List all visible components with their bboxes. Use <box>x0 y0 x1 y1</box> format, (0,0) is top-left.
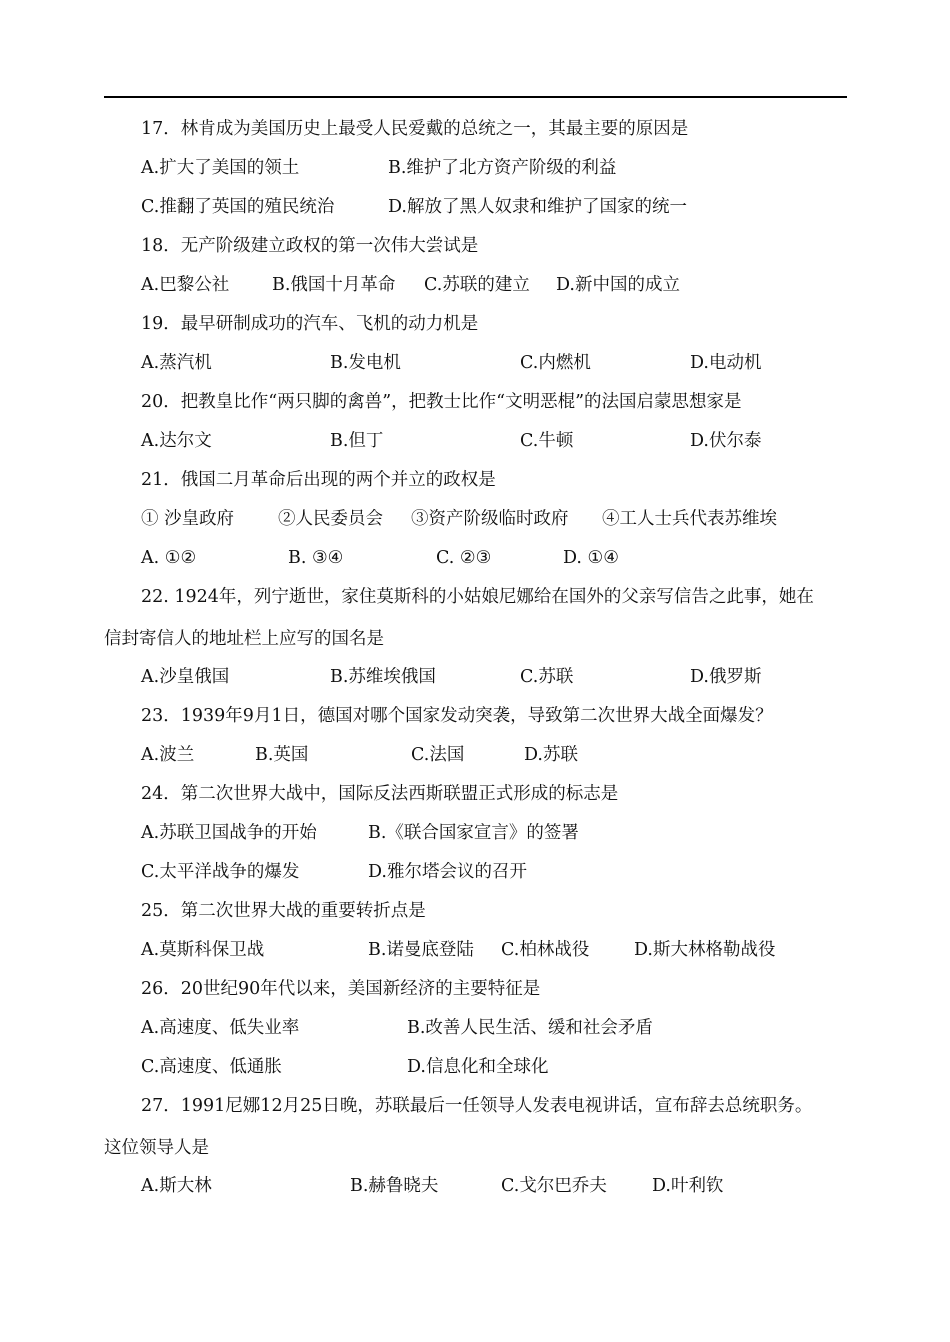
q19-option-a[interactable]: A.蒸汽机 <box>141 353 212 373</box>
q22-stem-line2: 信封寄信人的地址栏上应写的国名是 <box>104 629 384 649</box>
q20-option-d[interactable]: D.伏尔泰 <box>690 431 762 451</box>
header-rule <box>104 96 847 98</box>
q20-stem: 20．把教皇比作“两只脚的禽兽”，把教士比作“文明恶棍”的法国启蒙思想家是 <box>141 392 742 412</box>
q21-item-3: ③资产阶级临时政府 <box>411 509 569 529</box>
q21-item-1: ① 沙皇政府 <box>141 509 235 529</box>
q22-option-b[interactable]: B.苏维埃俄国 <box>330 667 436 687</box>
q19-stem: 19．最早研制成功的汽车、飞机的动力机是 <box>141 314 479 334</box>
q21-option-a[interactable]: A. ①② <box>141 548 197 568</box>
q19-option-d[interactable]: D.电动机 <box>690 353 762 373</box>
q24-option-b[interactable]: B.《联合国家宣言》的签署 <box>368 823 579 843</box>
q21-item-4: ④工人士兵代表苏维埃 <box>602 509 777 529</box>
q17-stem: 17．林肯成为美国历史上最受人民爱戴的总统之一，其最主要的原因是 <box>141 119 689 139</box>
q17-option-b[interactable]: B.维护了北方资产阶级的利益 <box>388 158 617 178</box>
q25-option-d[interactable]: D.斯大林格勒战役 <box>634 940 776 960</box>
q26-option-b[interactable]: B.改善人民生活、缓和社会矛盾 <box>407 1018 653 1038</box>
q18-option-d[interactable]: D.新中国的成立 <box>556 275 680 295</box>
q17-option-c[interactable]: C.推翻了英国的殖民统治 <box>141 197 335 217</box>
q22-option-c[interactable]: C.苏联 <box>520 667 574 687</box>
q27-option-b[interactable]: B.赫鲁晓夫 <box>350 1176 439 1196</box>
q22-option-d[interactable]: D.俄罗斯 <box>690 667 762 687</box>
q24-option-d[interactable]: D.雅尔塔会议的召开 <box>368 862 527 882</box>
q23-option-d[interactable]: D.苏联 <box>524 745 578 765</box>
q17-option-d[interactable]: D.解放了黑人奴隶和维护了国家的统一 <box>388 197 687 217</box>
q18-option-c[interactable]: C.苏联的建立 <box>424 275 530 295</box>
q21-stem: 21．俄国二月革命后出现的两个并立的政权是 <box>141 470 496 490</box>
q21-option-d[interactable]: D. ①④ <box>563 548 619 568</box>
q24-stem: 24．第二次世界大战中，国际反法西斯联盟正式形成的标志是 <box>141 784 619 804</box>
q18-option-a[interactable]: A.巴黎公社 <box>141 275 230 295</box>
q24-option-c[interactable]: C.太平洋战争的爆发 <box>141 862 300 882</box>
q22-option-a[interactable]: A.沙皇俄国 <box>141 667 230 687</box>
q23-option-c[interactable]: C.法国 <box>411 745 465 765</box>
q19-option-b[interactable]: B.发电机 <box>330 353 401 373</box>
q24-option-a[interactable]: A.苏联卫国战争的开始 <box>141 823 317 843</box>
q27-stem-line1: 27．1991尼娜12月25日晚，苏联最后一任领导人发表电视讲话，宣布辞去总统职务。 <box>141 1096 813 1116</box>
q21-option-b[interactable]: B. ③④ <box>288 548 344 568</box>
q21-option-c[interactable]: C. ②③ <box>436 548 492 568</box>
q25-option-b[interactable]: B.诺曼底登陆 <box>368 940 474 960</box>
q25-option-a[interactable]: A.莫斯科保卫战 <box>141 940 265 960</box>
q23-option-a[interactable]: A.波兰 <box>141 745 195 765</box>
q21-item-2: ②人民委员会 <box>278 509 383 529</box>
q20-option-c[interactable]: C.牛顿 <box>520 431 574 451</box>
q20-option-b[interactable]: B.但丁 <box>330 431 384 451</box>
q25-option-c[interactable]: C.柏林战役 <box>501 940 590 960</box>
q27-option-a[interactable]: A.斯大林 <box>141 1176 212 1196</box>
q19-option-c[interactable]: C.内燃机 <box>520 353 591 373</box>
q23-option-b[interactable]: B.英国 <box>255 745 309 765</box>
q17-option-a[interactable]: A.扩大了美国的领土 <box>141 158 300 178</box>
q26-option-a[interactable]: A.高速度、低失业率 <box>141 1018 300 1038</box>
q27-option-c[interactable]: C.戈尔巴乔夫 <box>501 1176 607 1196</box>
q26-option-c[interactable]: C.高速度、低通胀 <box>141 1057 282 1077</box>
q23-stem: 23．1939年9月1日，德国对哪个国家发动突袭，导致第二次世界大战全面爆发？ <box>141 706 773 726</box>
q27-stem-line2: 这位领导人是 <box>104 1138 209 1158</box>
q22-stem-line1: 22. 1924年，列宁逝世，家住莫斯科的小姑娘尼娜给在国外的父亲写信告之此事，她在 <box>141 587 814 607</box>
q27-option-d[interactable]: D.叶利钦 <box>652 1176 724 1196</box>
q25-stem: 25．第二次世界大战的重要转折点是 <box>141 901 426 921</box>
q26-stem: 26．20世纪90年代以来，美国新经济的主要特征是 <box>141 979 541 999</box>
q26-option-d[interactable]: D.信息化和全球化 <box>407 1057 549 1077</box>
q18-option-b[interactable]: B.俄国十月革命 <box>272 275 396 295</box>
q20-option-a[interactable]: A.达尔文 <box>141 431 212 451</box>
q18-stem: 18．无产阶级建立政权的第一次伟大尝试是 <box>141 236 479 256</box>
